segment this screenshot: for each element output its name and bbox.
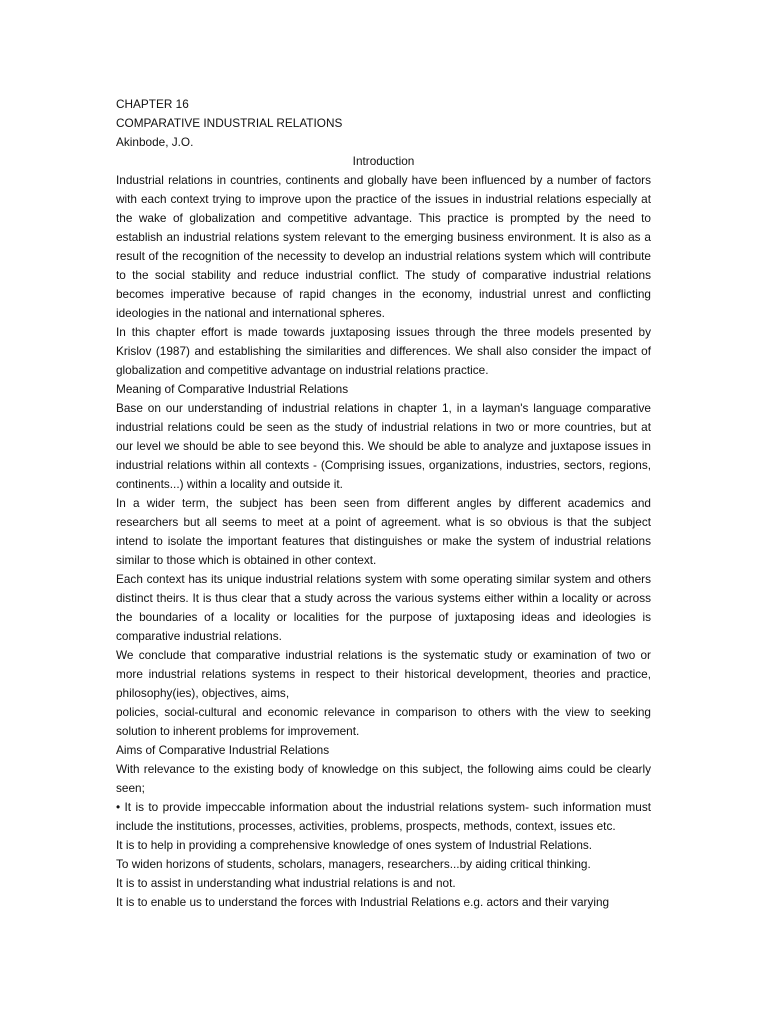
chapter-title: COMPARATIVE INDUSTRIAL RELATIONS (116, 116, 343, 130)
author: Akinbode, J.O. (116, 135, 194, 149)
paragraph: In a wider term, the subject has been seen from different angles by different academics and researchers but all seems to meet at a point of agreement. what is so obvious is that the subject intend to isolate the important features that distinguishes or make the system of industrial relations similar to those which is obtained in other context. (116, 496, 651, 567)
paragraph: Each context has its unique industrial relations system with some operating similar system and others distinct theirs. It is thus clear that a study across the various systems either within a locality or across the boundaries of a locality or localities for the purpose of juxtaposing ideas and ideologies is comparative industrial relations. (116, 572, 651, 643)
paragraph: In this chapter effort is made towards juxtaposing issues through the three models presented by Krislov (1987) and establishing the similarities and differences. We shall also consider the impact of globalization and competitive advantage on industrial relations practice. (116, 325, 651, 377)
paragraph: To widen horizons of students, scholars, managers, researchers...by aiding critical thinking. (116, 857, 591, 871)
document-body (116, 95, 651, 912)
paragraph: Industrial relations in countries, continents and globally have been influenced by a number of factors with each context trying to improve upon the practice of the issues in industrial relations especially at the wake of globalization and competitive advantage. This practice is prompted by the need to establish an industrial relations system relevant to the emerging business environment. It is also as a result of the recognition of the necessity to develop an industrial relations system which will contribute to the social stability and reduce industrial conflict. The study of comparative industrial relations becomes imperative because of rapid changes in the economy, industrial unrest and conflicting ideologies in the national and international spheres. (116, 173, 651, 320)
section-heading-meaning: Meaning of Comparative Industrial Relations (116, 382, 349, 396)
paragraph: It is to assist in understanding what industrial relations is and not. (116, 876, 456, 890)
introduction-heading: Introduction (352, 154, 415, 168)
chapter-number: CHAPTER 16 (116, 97, 189, 111)
bullet-item: • It is to provide impeccable information about the industrial relations system- such information must include the institutions, processes, activities, problems, prospects, methods, context, issues etc. (116, 800, 651, 833)
paragraph: It is to help in providing a comprehensive knowledge of ones system of Industrial Relations. (116, 838, 593, 852)
paragraph: Base on our understanding of industrial relations in chapter 1, in a layman's language comparative industrial relations could be seen as the study of industrial relations in two or more countries, but at our level we should be able to see beyond this. We should be able to analyze and juxtapose issues in industrial relations within all contexts - (Comprising issues, organizations, industries, sectors, regions, continents...) within a locality and outside it. (116, 401, 651, 491)
paragraph: With relevance to the existing body of knowledge on this subject, the following aims could be clearly seen; (116, 762, 651, 795)
section-heading-aims: Aims of Comparative Industrial Relations (116, 743, 330, 757)
paragraph: It is to enable us to understand the forces with Industrial Relations e.g. actors and their varying (116, 895, 610, 909)
paragraph: policies, social-cultural and economic relevance in comparison to others with the view to seeking solution to inherent problems for improvement. (116, 705, 651, 738)
paragraph: We conclude that comparative industrial relations is the systematic study or examination of two or more industrial relations systems in respect to their historical development, theories and practice, philosophy(ies), objectives, aims, (116, 648, 651, 700)
